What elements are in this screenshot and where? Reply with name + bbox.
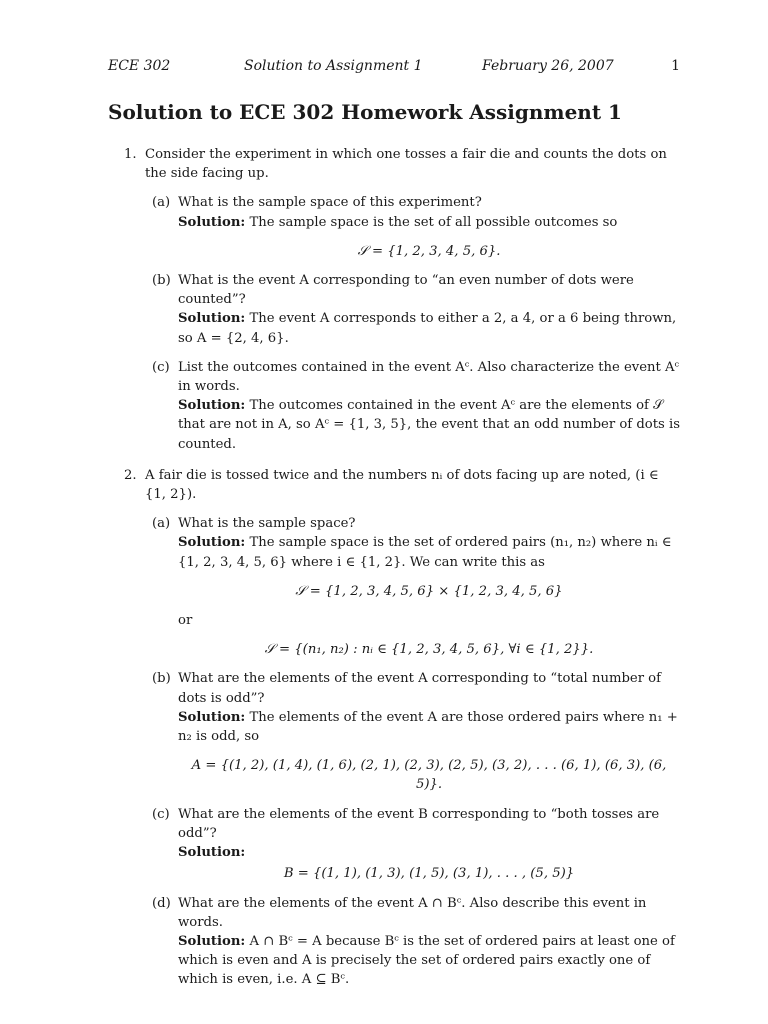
part-question: What is the sample space? [178, 516, 356, 532]
part-question: What are the elements of the event A ∩ Bᶜ. Also describe this event in words. [178, 895, 647, 930]
solution-label: Solution: [178, 311, 246, 327]
equation: 𝒮 = {1, 2, 3, 4, 5, 6}. [357, 243, 501, 259]
part-question: What are the elements of the event B corresponding to “both tosses are odd”? [178, 806, 660, 841]
problem-number: 1. [124, 147, 137, 162]
document-title: Solution to ECE 302 Homework Assignment 1 [108, 100, 622, 124]
header-doc-title: Solution to Assignment 1 [244, 58, 423, 74]
equation-alt: 𝒮 = {(n₁, n₂) : nᵢ ∈ {1, 2, 3, 4, 5, 6}, ∀i ∈ {1, 2}}. [264, 642, 594, 658]
solution-label: Solution: [178, 845, 246, 861]
problem-2 [108, 466, 680, 990]
solution-label: Solution: [178, 535, 246, 551]
equation: B = {(1, 1), (1, 3), (1, 5), (3, 1), . . . , (5, 5)} [283, 866, 575, 882]
solution-text: The event A corresponds to either a 2, a 4, or a 6 being thrown, so A = {2, 4, 6}. [178, 311, 677, 346]
part-solution [178, 708, 680, 746]
part-label: (c) [152, 359, 170, 375]
solution-label: Solution: [178, 398, 246, 414]
problem-1b [145, 271, 680, 348]
equation: 𝒮 = {1, 2, 3, 4, 5, 6} × {1, 2, 3, 4, 5, 6} [295, 583, 563, 599]
problem-text: Consider the experiment in which one tosses a fair die and counts the dots on the side facing up. [145, 147, 667, 182]
part-question: What is the sample space of this experiment? [178, 195, 482, 211]
part-solution [178, 309, 680, 347]
problem-2b [145, 669, 680, 794]
header-page-number: 1 [671, 58, 680, 74]
part-label: (a) [152, 516, 171, 532]
solution-label: Solution: [178, 214, 246, 230]
solution-label: Solution: [178, 709, 246, 725]
part-question: What is the event A corresponding to “an even number of dots were counted”? [178, 273, 634, 308]
part-label: (c) [152, 806, 170, 822]
part-solution [178, 843, 680, 862]
part-label: (a) [152, 195, 171, 211]
running-header [108, 58, 680, 80]
part-label: (b) [152, 273, 171, 289]
problem-1a [145, 193, 680, 261]
solution-text: The outcomes contained in the event Aᶜ are the elements of 𝒮 that are not in A, so Aᶜ = {1, 3, 5}, the event that an odd number of dots is counted. [178, 398, 680, 452]
problem-1 [108, 145, 680, 454]
part-label: (b) [152, 671, 171, 687]
header-date: February 26, 2007 [482, 58, 614, 74]
solution-text: A ∩ Bᶜ = A because Bᶜ is the set of ordered pairs at least one of which is even and A is precisely the set of ordered pairs exactly one of which is even, i.e. A ⊆ Bᶜ. [178, 933, 675, 988]
part-question: What are the elements of the event A corresponding to “total number of dots is odd”? [178, 671, 662, 706]
document-body [108, 145, 680, 1002]
part-question: List the outcomes contained in the event Aᶜ. Also characterize the event Aᶜ in words. [178, 359, 680, 395]
header-course: ECE 302 [108, 58, 171, 74]
part-label: (d) [152, 895, 171, 911]
solution-text: The sample space is the set of ordered pairs (n₁, n₂) where nᵢ ∈ {1, 2, 3, 4, 5, 6} where i ∈ {1, 2}. We can write this as [178, 535, 672, 570]
problem-2a [145, 514, 680, 659]
or-text: or [178, 613, 193, 629]
solution-text: The sample space is the set of all possible outcomes so [249, 214, 618, 230]
problem-1c [145, 358, 680, 454]
part-solution [178, 533, 680, 571]
problem-2d [145, 894, 680, 990]
solution-text: The elements of the event A are those ordered pairs where n₁ + n₂ is odd, so [178, 709, 678, 745]
solution-label: Solution: [178, 933, 246, 949]
problem-2c [145, 805, 680, 884]
part-solution [178, 396, 680, 454]
part-solution [178, 932, 680, 990]
part-solution [178, 213, 680, 232]
equation: A = {(1, 2), (1, 4), (1, 6), (2, 1), (2, 3), (2, 5), (3, 2), . . . (6, 1), (6, 3), (6, 5)}. [191, 758, 667, 793]
problem-text: A fair die is tossed twice and the numbers nᵢ of dots facing up are noted, (i ∈ {1, 2}). [145, 467, 659, 503]
problem-number: 2. [124, 467, 137, 483]
